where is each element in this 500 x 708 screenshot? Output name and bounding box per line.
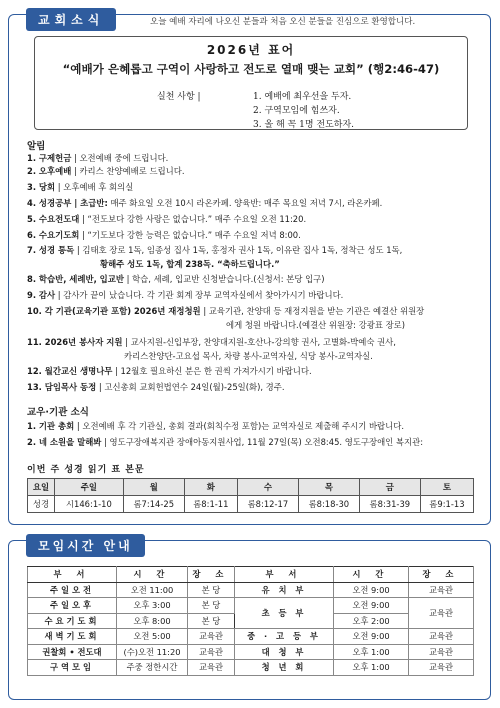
meeting-header-row xyxy=(28,567,474,583)
announcement-item: 8. 학습반, 세례반, 입교반 | 학습, 세례, 입교반 신청받습니다.(신청서: 본당 입구) xyxy=(27,274,325,284)
practice-item: 1. 예배에 최우선을 두자. xyxy=(253,92,352,102)
meeting-dept: 새벽기도회 xyxy=(28,629,117,645)
meeting-time: 오후 1:00 xyxy=(334,660,409,676)
meeting-place: 본 당 xyxy=(188,613,235,629)
announcement-continuation: 황해주 성도 1독, 합계 238독. “축하드립니다.” xyxy=(100,259,280,269)
meeting-dept: 주일오후 xyxy=(28,598,117,614)
meeting-place: 교육관 xyxy=(409,629,474,645)
bible-reading-table xyxy=(27,478,474,513)
announcement-item: 1. 구제헌금 | 오전예배 중에 드립니다. xyxy=(27,153,169,163)
meeting-dept: 구역모임 xyxy=(28,660,117,676)
agency-title: 교우·기관 소식 xyxy=(27,407,89,418)
announcement-item: 10. 각 기관(교육기관 포함) 2026년 재정청원 | 교육기관, 찬양대 등 재정지원을 받는 기관은 예결산 위원장 xyxy=(27,306,425,316)
agency-item: 2. 네 소원을 말해봐 | 영도구장애복지관 장애아동지원사업, 11월 27일(목) 오전8:45. 영도구장애인 복지관: xyxy=(27,437,424,447)
bible-header-cell: 월 xyxy=(123,479,184,496)
meeting-dept: 수요기도회 xyxy=(28,613,117,629)
meeting-place: 본 당 xyxy=(188,598,235,614)
meeting-header-cell: 장 소 xyxy=(409,567,474,583)
bible-cell: 시146:1-10 xyxy=(55,496,124,513)
meeting-place: 교육관 xyxy=(188,644,235,660)
meeting-place: 교육관 xyxy=(409,644,474,660)
meeting-place: 교육관 xyxy=(188,660,235,676)
meeting-row xyxy=(28,644,474,660)
meeting-dept: 유 치 부 xyxy=(235,582,334,598)
bible-header-cell: 토 xyxy=(420,479,473,496)
practice-item: 3. 올 해 꼭 1명 전도하자. xyxy=(253,120,355,130)
meeting-times-table xyxy=(27,566,474,676)
meeting-dept: 초 등 부 xyxy=(235,598,334,629)
meeting-place: 본 당 xyxy=(188,582,235,598)
bible-cell: 성경 xyxy=(28,496,55,513)
meeting-place: 교육관 xyxy=(409,582,474,598)
meeting-header-cell: 부 서 xyxy=(28,567,117,583)
bible-cell: 롬9:1-13 xyxy=(420,496,473,513)
bible-reading-row xyxy=(28,496,474,513)
announcement-item: 6. 수요기도회 | “기도보다 강한 능력은 없습니다.” 매주 수요일 저녁 8:00. xyxy=(27,230,301,240)
announcement-item: 13. 담임목사 동정 | 고신총회 교회헌법연수 24일(월)-25일(화), 경주. xyxy=(27,382,285,392)
meeting-time: 오후 2:00 xyxy=(334,613,409,629)
meeting-time: 오후 8:00 xyxy=(117,613,188,629)
meeting-dept: 청 년 회 xyxy=(235,660,334,676)
meeting-header-cell: 시 간 xyxy=(117,567,188,583)
bible-cell: 롬8:31-39 xyxy=(359,496,420,513)
announcement-item: 9. 감사 | 감사가 끝이 났습니다. 각 기관 회계 장부 교역자실에서 찾아가시기 바랍니다. xyxy=(27,290,344,300)
bible-header-cell: 수 xyxy=(237,479,298,496)
bible-cell: 롬7:14-25 xyxy=(123,496,184,513)
meeting-dept: 권찰회 • 전도대 xyxy=(28,644,117,660)
meeting-time: (수)오전 11:20 xyxy=(117,644,188,660)
bible-reading-title: 이번 주 성경 읽기 표 본문 xyxy=(27,465,145,475)
practice-item: 2. 구역모임에 힘쓰자. xyxy=(253,106,340,116)
meeting-time: 오후 1:00 xyxy=(334,644,409,660)
bible-header-row xyxy=(28,479,474,496)
meeting-row xyxy=(28,598,474,614)
motto-year: 2026년 표어 xyxy=(206,43,296,57)
announcement-item: 3. 당회 | 오후예배 후 회의실 xyxy=(27,182,134,192)
meeting-place: 교육관 xyxy=(188,629,235,645)
bible-header-cell: 화 xyxy=(184,479,237,496)
meeting-dept: 중 · 고 등 부 xyxy=(235,629,334,645)
practice-label: 실천 사항 | xyxy=(157,92,201,102)
meeting-time: 오전 9:00 xyxy=(334,629,409,645)
meeting-time: 오전 9:00 xyxy=(334,582,409,598)
motto-box xyxy=(34,36,468,130)
announcement-continuation: 카리스찬양단-고요섭 목사, 차량 봉사-교역자실, 식당 봉사-교역자실. xyxy=(124,351,373,361)
meeting-header-cell: 부 서 xyxy=(235,567,334,583)
bible-header-cell: 요일 xyxy=(28,479,55,496)
announcement-item: 2. 오후예배 | 카리스 찬양예배로 드립니다. xyxy=(27,166,185,176)
meeting-time: 오전 5:00 xyxy=(117,629,188,645)
announcement-item: 11. 2026년 봉사자 지원 | 교사지원-신입부장, 찬양대지원-호산나-강의향 권사, 고별화-박예숙 권사, xyxy=(27,337,396,347)
bible-header-cell: 주일 xyxy=(55,479,124,496)
announcement-item: 7. 성경 통독 | 김태호 장로 1독, 임종성 집사 1독, 홍정자 권사 1독, 이유란 집사 1독, 정착근 성도 1독, xyxy=(27,245,403,255)
meeting-time: 오전 11:00 xyxy=(117,582,188,598)
meeting-row xyxy=(28,629,474,645)
bible-cell: 롬8:12-17 xyxy=(237,496,298,513)
announcement-continuation: 에게 청원 바랍니다.(예결산 위원장: 강광표 장로) xyxy=(226,320,406,330)
motto-text: “예배가 은혜롭고 구역이 사랑하고 전도로 열매 맺는 교회” (행2:46-47) xyxy=(62,62,440,76)
announcement-item: 12. 월간교신 생명나무 | 12월호 필요하신 분은 한 권씩 가져가시기 바랍니다. xyxy=(27,366,312,376)
bible-header-cell: 목 xyxy=(298,479,359,496)
meeting-row xyxy=(28,582,474,598)
meeting-time: 주중 정한시간 xyxy=(117,660,188,676)
bible-header-cell: 금 xyxy=(359,479,420,496)
meeting-place: 교육관 xyxy=(409,660,474,676)
agency-item: 1. 기관 총회 | 오전예배 후 각 기관실, 총회 결과(회칙수정 포함)는 교역자실로 제출해 주시기 바랍니다. xyxy=(27,421,404,431)
church-news-tab: 교회소식 xyxy=(26,8,116,31)
welcome-note: 오늘 예배 자리에 나오신 분들과 처음 오신 분들을 진심으로 환영합니다. xyxy=(150,17,416,27)
bible-cell: 롬8:1-11 xyxy=(184,496,237,513)
announcement-item: 5. 수요전도대 | “전도보다 강한 사랑은 없습니다.” 매주 수요일 오전 11:20. xyxy=(27,214,307,224)
announcements-title: 알림 xyxy=(27,141,46,152)
meeting-time: 오전 9:00 xyxy=(334,598,409,614)
meeting-times-tab: 모임시간 안내 xyxy=(26,534,145,557)
meeting-dept: 주일오전 xyxy=(28,582,117,598)
meeting-header-cell: 시 간 xyxy=(334,567,409,583)
meeting-time: 오후 3:00 xyxy=(117,598,188,614)
meeting-row xyxy=(28,660,474,676)
meeting-place: 교육관 xyxy=(409,598,474,629)
bible-cell: 롬8:18-30 xyxy=(298,496,359,513)
meeting-dept: 대 청 부 xyxy=(235,644,334,660)
announcement-item: 4. 성경공부 | 초급반: 매주 화요일 오전 10시 라온카페. 양육반: 매주 목요일 저녁 7시, 라온카페. xyxy=(27,198,383,208)
meeting-header-cell: 장 소 xyxy=(188,567,235,583)
